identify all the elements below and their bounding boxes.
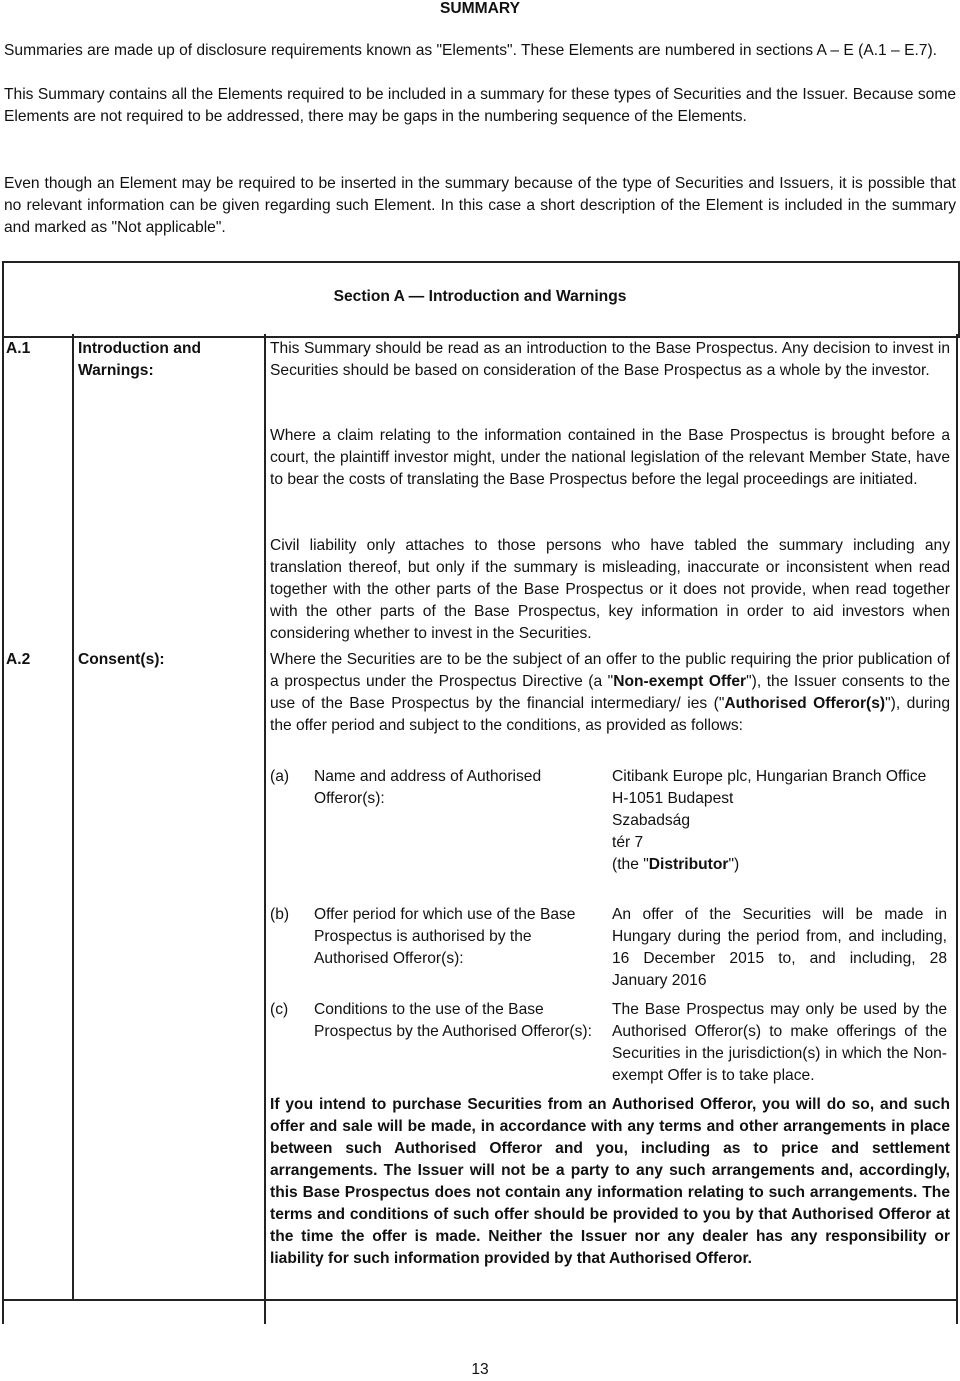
- item-a-label: Name and address of Authorised Offeror(s):: [314, 768, 542, 807]
- item-c-value: The Base Prospectus may only be used by the Authorised Offeror(s) to make offerings of the Securities in the jurisdiction(s) in which the Non-exempt Offer is to take place.: [612, 1001, 947, 1084]
- element-a2-warning: If you intend to purchase Securities from an Authorised Offeror, you will do so, and such offer and sale will be made, in accordance with any terms and other arrangements in place between such Authorised Offeror and you, including as to price and settlement arrangements. The Issuer will not be a party to any such arrangements and, accordingly, this Base Prospectus does not contain any information relating to such arrangements. The terms and conditions of such offer should be provided to you by that Authorised Offeror at the time the offer is made. Neither the Issuer nor any dealer has any responsibility or liability for such information provided by that Authorised Offeror.: [270, 1096, 950, 1267]
- item-a-value: Citibank Europe plc, Hungarian Branch Office H-1051 Budapest Szabadság tér 7 (the "Distributor"): [612, 768, 927, 873]
- element-a1-paragraph-1: This Summary should be read as an introduction to the Base Prospectus. Any decision to invest in Securities should be based on consideration of the Base Prospectus as a whole by the investor.: [270, 340, 950, 379]
- page-number: 13: [471, 1361, 489, 1378]
- element-a2-intro: Where the Securities are to be the subject of an offer to the public requiring the prior publication of a prospectus under the Prospectus Directive (a "Non-exempt Offer"), the Issuer consents to the use of the Base Prospectus by the financial intermediary/ ies ("Authorised Offeror(s)"), during the offer period and subject to the conditions, as provided as follows:: [270, 651, 951, 734]
- element-a1-paragraph-3: Civil liability only attaches to those persons who have tabled the summary including any translation thereof, but only if the summary is misleading, inaccurate or inconsistent when read together with the other parts of the Base Prospectus or it does not provide, when read together with the other parts of the Base Prospectus, key information in order to aid investors when considering whether to invest in the Securities.: [270, 537, 950, 642]
- element-a1-number: A.1: [6, 340, 31, 357]
- defined-term-non-exempt-offer: Non-exempt Offer: [613, 673, 747, 690]
- item-b-value: An offer of the Securities will be made in Hungary during the period from, and including, 16 December 2015 to, and including, 28 January 2016: [612, 906, 947, 989]
- item-b-label: Offer period for which use of the Base Prospectus is authorised by the Authorised Offeror(s):: [314, 906, 576, 967]
- section-title: Section A — Introduction and Warnings: [333, 288, 627, 305]
- item-c-letter: (c): [270, 1001, 289, 1018]
- table-border-right: [956, 334, 958, 1324]
- item-a-letter: (a): [270, 768, 290, 785]
- defined-term-distributor: Distributor: [648, 856, 729, 873]
- element-a1-paragraph-2: Where a claim relating to the information contained in the Base Prospectus is brought before a court, the plaintiff investor might, under the national legislation of the relevant Member State, have to bear the costs of translating the Base Prospectus before the legal proceedings are initiated.: [270, 427, 950, 488]
- table-border-left: [2, 334, 4, 1324]
- defined-term-authorised-offerors: Authorised Offeror(s): [724, 695, 886, 712]
- item-b-letter: (b): [270, 906, 290, 923]
- table-column-divider-1: [72, 334, 74, 1300]
- table-border-bottom: [2, 1299, 958, 1301]
- intro-paragraph-3: Even though an Element may be required to be inserted in the summary because of the type of Securities and Issuers, it is possible that no relevant information can be given regarding such Element. In this case a short description of the Element is included in the summary and marked as "Not applicable".: [4, 175, 956, 236]
- intro-paragraph-2: This Summary contains all the Elements required to be included in a summary for these types of Securities and the Issuer. Because some Elements are not required to be addressed, there may be gaps in the numbering sequence of the Elements.: [4, 86, 956, 125]
- intro-paragraph-1: Summaries are made up of disclosure requirements known as "Elements". These Elements are numbered in sections A – E (A.1 – E.7).: [4, 42, 937, 59]
- document-heading: SUMMARY: [440, 0, 520, 17]
- element-a2-number: A.2: [6, 651, 31, 668]
- table-column-divider-2: [264, 334, 266, 1324]
- element-a1-title: Introduction and Warnings:: [78, 340, 201, 379]
- element-a2-title: Consent(s):: [78, 651, 165, 668]
- item-c-label: Conditions to the use of the Base Prospectus by the Authorised Offeror(s):: [314, 1001, 592, 1040]
